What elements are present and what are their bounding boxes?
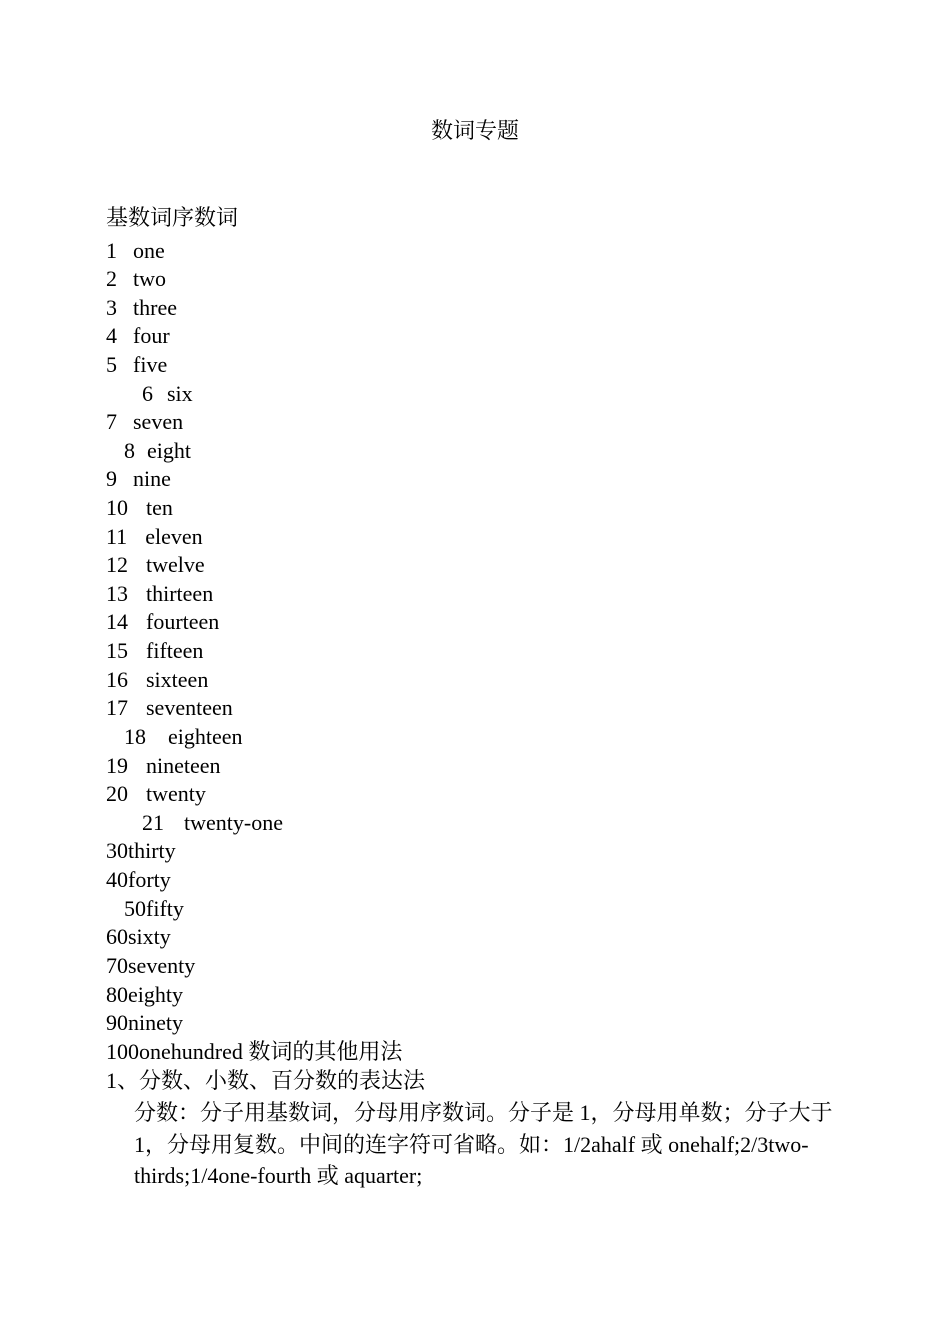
number-word: eleven xyxy=(145,524,203,549)
number-line-1 xyxy=(106,237,165,265)
number-line-70 xyxy=(106,952,195,980)
number-line-19 xyxy=(106,752,221,780)
number-digit: 16 xyxy=(106,667,128,692)
number-word: five xyxy=(133,352,168,377)
number-line-11 xyxy=(106,523,203,551)
number-line-50 xyxy=(124,895,184,923)
number-line-6 xyxy=(142,380,193,408)
number-line-20 xyxy=(106,780,206,808)
number-word: seven xyxy=(133,409,184,434)
number-digit: 14 xyxy=(106,609,128,634)
number-digit: 3 xyxy=(106,295,117,320)
number-digit: 70 xyxy=(106,953,128,978)
number-line-3 xyxy=(106,294,177,322)
number-word: ninety xyxy=(128,1010,183,1035)
number-digit: 10 xyxy=(106,495,128,520)
number-line-12 xyxy=(106,551,205,579)
number-word: two xyxy=(133,266,166,291)
number-word: sixty xyxy=(128,924,171,949)
number-word: nine xyxy=(133,466,171,491)
number-word: ten xyxy=(146,495,173,520)
number-digit: 20 xyxy=(106,781,128,806)
number-line-15 xyxy=(106,637,203,665)
number-digit: 4 xyxy=(106,323,117,348)
number-line-14 xyxy=(106,608,219,636)
number-word: seventeen xyxy=(146,695,233,720)
number-line-8 xyxy=(124,437,191,465)
number-line-90 xyxy=(106,1009,183,1037)
number-digit: 1 xyxy=(106,238,117,263)
number-digit: 13 xyxy=(106,581,128,606)
number-digit: 2 xyxy=(106,266,117,291)
number-digit: 100 xyxy=(106,1039,139,1064)
number-word: one xyxy=(133,238,165,263)
page-title: 数词专题 xyxy=(430,118,519,143)
number-line-2 xyxy=(106,265,166,293)
number-word: twenty-one xyxy=(184,810,283,835)
number-digit: 12 xyxy=(106,552,128,577)
number-word: seventy xyxy=(128,953,196,978)
number-digit: 90 xyxy=(106,1010,128,1035)
number-word: eighty xyxy=(128,982,183,1007)
number-line-10 xyxy=(106,494,173,522)
number-line-13 xyxy=(106,580,213,608)
number-word: nineteen xyxy=(146,753,221,778)
number-digit: 21 xyxy=(142,810,164,835)
number-digit: 40 xyxy=(106,867,128,892)
number-digit: 7 xyxy=(106,409,117,434)
number-digit: 80 xyxy=(106,982,128,1007)
subtitle: 基数词序数词 xyxy=(106,205,239,230)
number-word: fifteen xyxy=(146,638,204,663)
number-line-100 xyxy=(106,1038,402,1066)
number-digit: 5 xyxy=(106,352,117,377)
number-digit: 50 xyxy=(124,896,146,921)
number-line-30 xyxy=(106,837,176,865)
number-digit: 11 xyxy=(106,524,128,549)
number-word: twelve xyxy=(146,552,205,577)
paragraph: 分数：分子用基数词，分母用序数词。分子是 1，分母用单数；分子大于 1，分母用复数。中间的连字符可省略。如：1/2ahalf 或 onehalf;2/3two-thirds;1/4one-fourth 或 aquarter; xyxy=(134,1100,833,1188)
number-digit: 30 xyxy=(106,838,128,863)
number-digit: 8 xyxy=(124,438,135,463)
number-digit: 15 xyxy=(106,638,128,663)
number-word: six xyxy=(167,381,193,406)
number-word: eighteen xyxy=(168,724,243,749)
number-word: thirteen xyxy=(146,581,214,606)
section-heading: 1、分数、小数、百分数的表达法 xyxy=(106,1068,426,1093)
number-word: sixteen xyxy=(146,667,209,692)
number-line-7 xyxy=(106,408,183,436)
number-line-60 xyxy=(106,923,171,951)
number-word: fifty xyxy=(146,896,184,921)
number-digit: 18 xyxy=(124,724,146,749)
number-word: four xyxy=(133,323,170,348)
number-line-9 xyxy=(106,465,171,493)
number-digit: 9 xyxy=(106,466,117,491)
number-line-17 xyxy=(106,694,233,722)
number-digit: 60 xyxy=(106,924,128,949)
number-digit: 6 xyxy=(142,381,153,406)
number-word: eight xyxy=(147,438,191,463)
number-line-4 xyxy=(106,322,170,350)
number-word: onehundred 数词的其他用法 xyxy=(139,1039,403,1064)
number-line-40 xyxy=(106,866,171,894)
number-word: forty xyxy=(128,867,171,892)
number-word: fourteen xyxy=(146,609,220,634)
number-word: twenty xyxy=(146,781,206,806)
number-line-80 xyxy=(106,981,183,1009)
number-word: three xyxy=(133,295,177,320)
number-line-21 xyxy=(142,809,283,837)
number-digit: 17 xyxy=(106,695,128,720)
number-word: thirty xyxy=(128,838,176,863)
number-digit: 19 xyxy=(106,753,128,778)
number-line-5 xyxy=(106,351,167,379)
number-line-16 xyxy=(106,666,208,694)
number-line-18 xyxy=(124,723,243,751)
